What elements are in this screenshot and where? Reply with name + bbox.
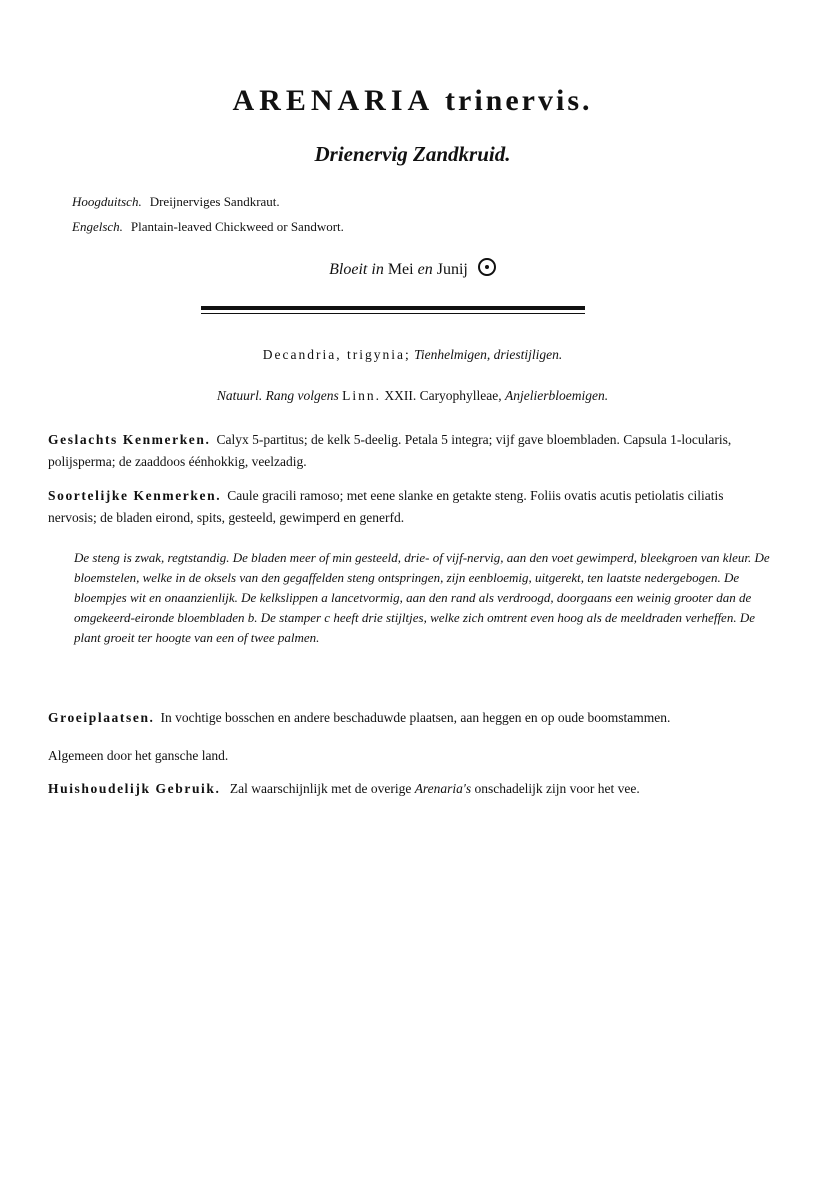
household-use-text-a: Zal waarschijnlijk met de overige [229,781,412,796]
genus-characters-text: Calyx 5-partitus; de kelk 5-deelig. Petala 5 integra; vijf gave bloembladen. Capsula 1-locularis, polijsperma; de zaaddoos éénhokkig, veelzadig. [48,432,732,469]
habitat-heading: Groeiplaatsen. [48,710,155,725]
dutch-name: Drienervig Zandkruid. [314,142,511,166]
classification-dutch: Tienhelmigen, driestijligen. [414,347,563,362]
habitat [48,707,768,729]
genus-characters [48,429,768,473]
household-use [48,778,768,800]
english-name-line [72,219,344,235]
natural-rank-dutch: Anjelierbloemigen. [505,388,609,403]
flowering-line [0,258,825,279]
page-title [0,84,825,118]
household-use-text-b: onschadelijk zijn voor het vee. [474,781,640,796]
natural-rank-line [0,388,825,404]
flowering-label: Bloeit [329,261,368,278]
habitat-text: In vochtige bosschen en andere beschaduwde plaatsen, aan heggen en op oude boomstammen. [160,710,671,725]
flowering-in: in [371,261,384,278]
natural-rank-number: XXII. Caryophylleae, [384,388,502,403]
divider-thick [201,306,585,310]
species-characters [48,485,768,529]
german-label: Hoogduitsch. [72,194,142,209]
title-species: trinervis. [445,84,593,117]
english-name: Plantain-leaved Chickweed or Sandwort. [130,219,344,234]
genus-characters-heading: Geslachts Kenmerken. [48,432,211,447]
household-use-heading: Huishoudelijk Gebruik. [48,781,221,796]
species-characters-heading: Soortelijke Kenmerken. [48,488,222,503]
linnaean-class: Decandria, trigynia; [262,347,411,362]
german-name-line [72,194,280,210]
classification-line [0,347,825,363]
distribution: Algemeen door het gansche land. [48,748,229,763]
english-label: Engelsch. [72,219,123,234]
flowering-month-june: Junij [436,261,468,278]
flowering-and: en [417,261,433,278]
description: De steng is zwak, regtstandig. De bladen meer of min gesteeld, drie- of vijf-nervig, aan den voet gewimperd, bleekgroen van kleur. De bloemstelen, welke in de oksels van den gegaffelden steng ontspringen, zijn eenbloemig, uitgerekt, ten laatste nedergebogen. De bloempjes wit en onaanzienlijk. De kelkslippen a lancetvormig, aan den rand als verdroogd, doorgaans een weinig grooter dan de omgekeerd-eironde bloembladen b. De stamper c heeft drie stijltjes, welke zich omtrent even hoog als de meeldraden verheffen. De plant groeit ter hoogte van een of twee palmen. [74,550,770,645]
annual-symbol-icon [478,258,496,276]
species-characters-text: Caule gracili ramoso; met eene slanke en getakte steng. Foliis ovatis acutis petiolatis ciliatis nervosis; de bladen eirond, spits, gesteeld, gewimperd en generfd. [48,488,724,525]
natural-rank-label: Natuurl. Rang volgens [216,388,339,403]
natural-rank-author: Linn. [342,388,381,403]
flowering-month-may: Mei [387,261,414,278]
german-name: Dreijnerviges Sandkraut. [149,194,280,209]
title-genus: ARENARIA [232,84,433,117]
household-use-genus: Arenaria's [414,781,472,796]
divider-thin [201,313,585,314]
